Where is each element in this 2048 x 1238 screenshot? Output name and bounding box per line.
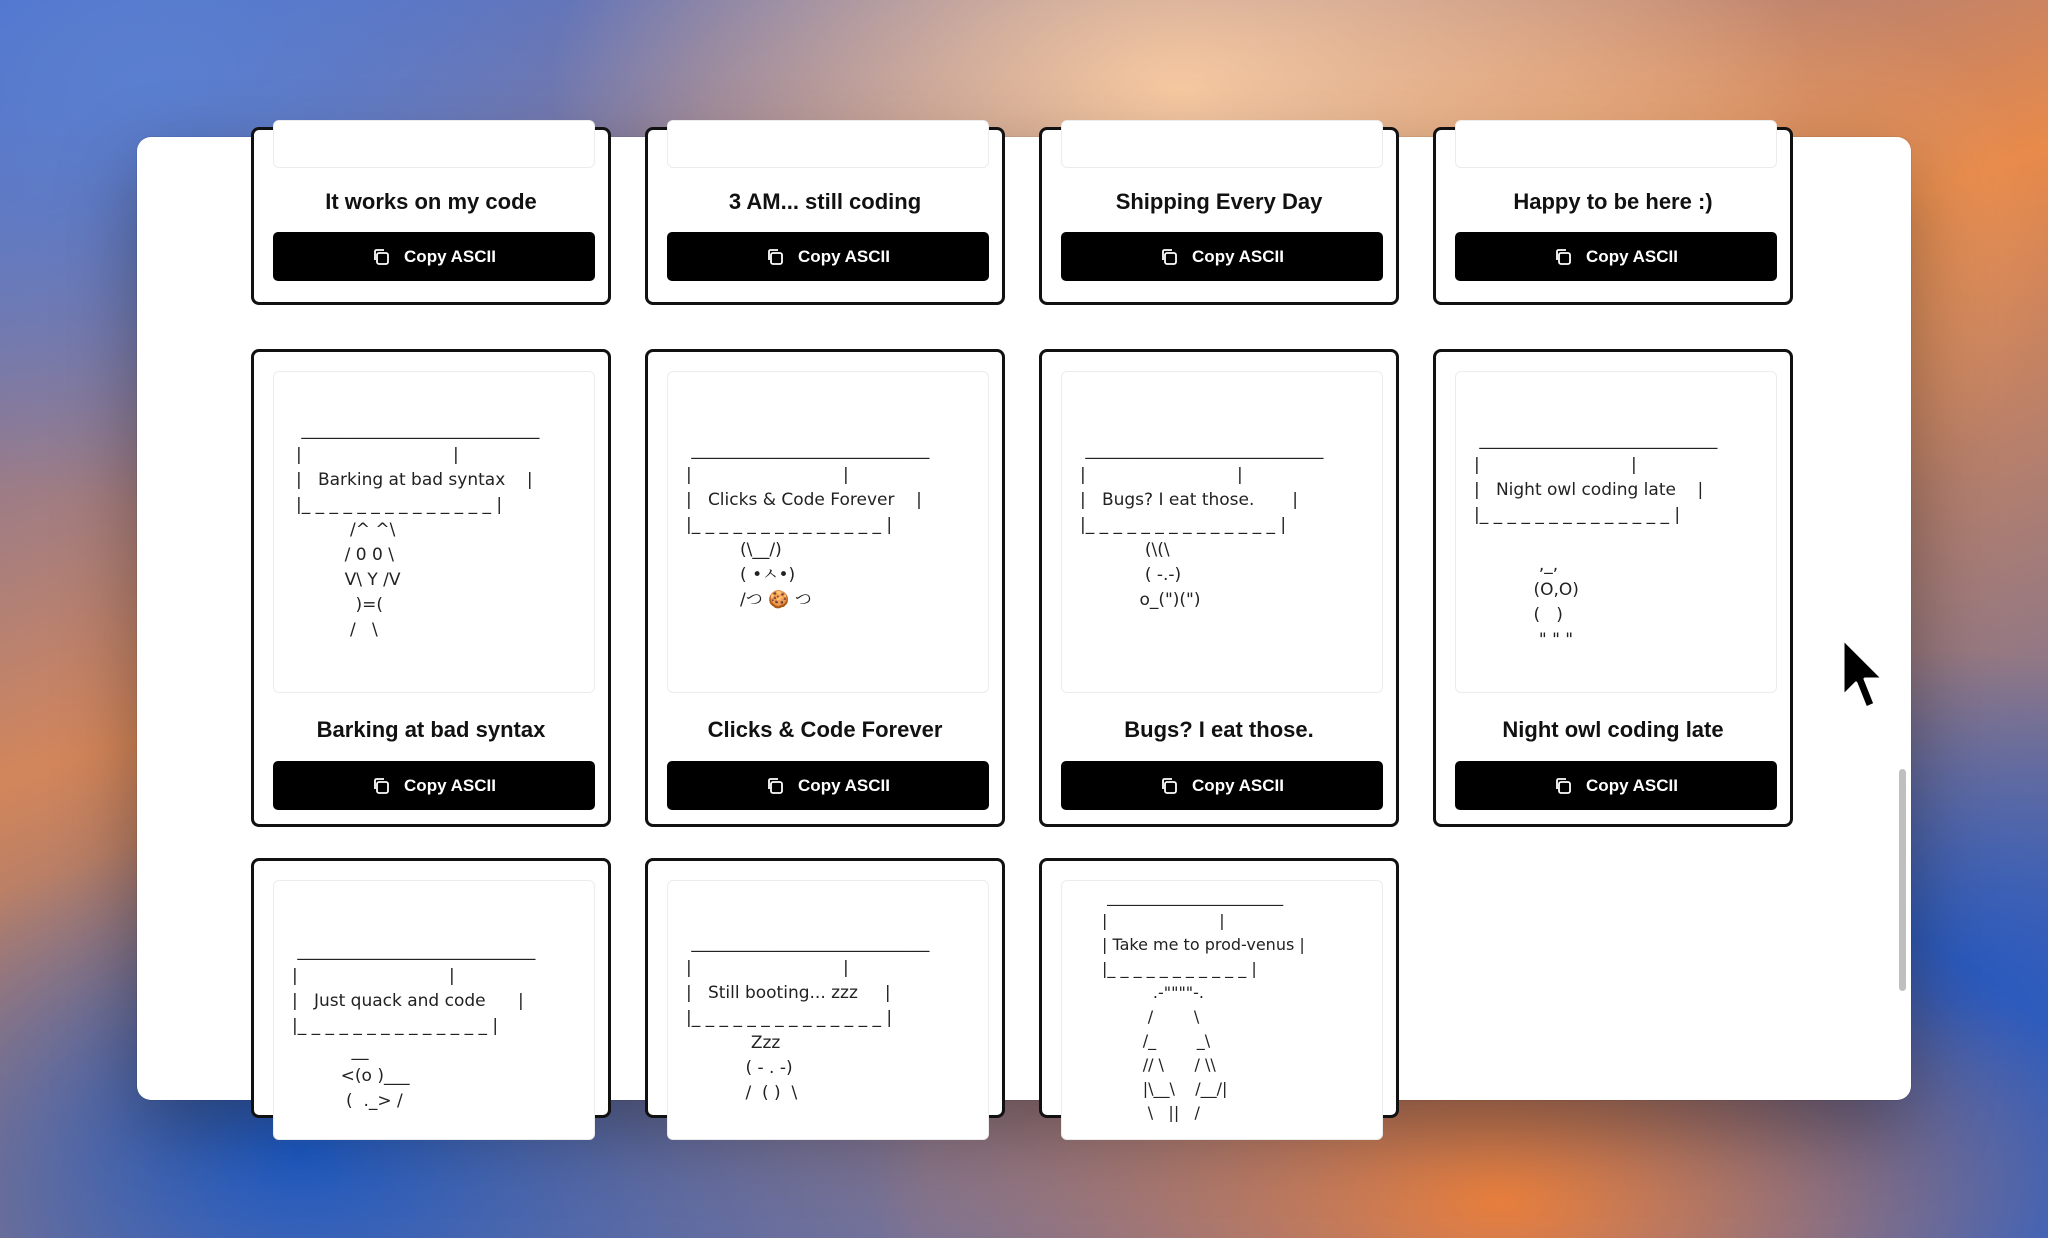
- ascii-preview: [1455, 120, 1777, 168]
- ascii-card: [645, 858, 1005, 1118]
- copy-ascii-button[interactable]: [273, 761, 595, 810]
- copy-ascii-button[interactable]: [667, 232, 989, 281]
- ascii-preview: [1061, 880, 1383, 1140]
- card-title: Happy to be here :): [1513, 189, 1713, 214]
- copy-label: Copy ASCII: [1586, 246, 1678, 266]
- ascii-art: ____________________________ | | | Night owl coding late | |_ _ _ _ _ _ _ _ _ _ _ _ _ _ | ,_, (O,O) ( ) " " ": [1474, 430, 1718, 650]
- ascii-card: [1433, 127, 1793, 305]
- copy-label: Copy ASCII: [1192, 775, 1284, 795]
- copy-ascii-button[interactable]: [273, 232, 595, 281]
- copy-label: Copy ASCII: [1586, 775, 1678, 795]
- ascii-card: [251, 349, 611, 827]
- ascii-preview: [1061, 371, 1383, 693]
- ascii-preview: [1061, 120, 1383, 168]
- ascii-art: ____________________________ | | | Clicks & Code Forever | |_ _ _ _ _ _ _ _ _ _ _ _ _ _ | (\__/) ( •ㅅ•) /つ 🍪 つ: [686, 440, 930, 610]
- copy-label: Copy ASCII: [798, 246, 890, 266]
- ascii-art: ____________________________ | | | Bugs? I eat those. | |_ _ _ _ _ _ _ _ _ _ _ _ _ _ | (\(\ ( -.-) o_(")("): [1080, 440, 1324, 610]
- ascii-card: [645, 349, 1005, 827]
- copy-icon: [1554, 777, 1572, 795]
- copy-ascii-button[interactable]: [1455, 232, 1777, 281]
- ascii-preview: [667, 880, 989, 1140]
- app-window: [137, 137, 1911, 1122]
- ascii-card: [645, 127, 1005, 305]
- ascii-card: [1433, 349, 1793, 827]
- copy-icon: [1160, 248, 1178, 266]
- copy-ascii-button[interactable]: [1061, 232, 1383, 281]
- copy-icon: [1554, 248, 1572, 266]
- ascii-card: [251, 858, 611, 1118]
- ascii-art: ______________________ | | | Take me to prod-venus | |_ _ _ _ _ _ _ _ _ _ _ | .-""""-. / \ /_ _\ // \ / \\ |\__\ /__/| \ || /: [1102, 887, 1305, 1122]
- ascii-card: [1039, 858, 1399, 1122]
- ascii-art: ____________________________ | | | Just quack and code | |_ _ _ _ _ _ _ _ _ _ _ _ _ _ | __ <(o )___ ( ._> /: [292, 941, 536, 1111]
- copy-label: Copy ASCII: [404, 775, 496, 795]
- ascii-card: [251, 127, 611, 305]
- copy-label: Copy ASCII: [404, 246, 496, 266]
- copy-icon: [372, 777, 390, 795]
- card-title: 3 AM... still coding: [728, 189, 922, 214]
- ascii-art: ____________________________ | | | Barking at bad syntax | |_ _ _ _ _ _ _ _ _ _ _ _ _ _ | /^ ^\ / 0 0 \ V\ Y /V )=( / \: [296, 420, 540, 640]
- card-title: Shipping Every Day: [1115, 189, 1323, 214]
- ascii-preview: [1455, 371, 1777, 693]
- copy-ascii-button[interactable]: [667, 761, 989, 810]
- ascii-preview: [667, 371, 989, 693]
- card-title: Night owl coding late: [1502, 717, 1724, 742]
- ascii-preview: [273, 120, 595, 168]
- copy-icon: [766, 777, 784, 795]
- card-title: Bugs? I eat those.: [1124, 717, 1314, 742]
- ascii-art: ____________________________ | | | Still booting... zzz | |_ _ _ _ _ _ _ _ _ _ _ _ _ _ | Zzz ( - . -) / ( ) \: [686, 933, 930, 1103]
- card-title: Clicks & Code Forever: [707, 717, 943, 742]
- mouse-cursor-icon: [1840, 636, 1886, 712]
- copy-icon: [372, 248, 390, 266]
- ascii-card: [1039, 127, 1399, 305]
- card-title: Barking at bad syntax: [316, 717, 546, 742]
- card-title: It works on my code: [325, 189, 537, 214]
- copy-ascii-button[interactable]: [1061, 761, 1383, 810]
- copy-label: Copy ASCII: [798, 775, 890, 795]
- ascii-card: [1039, 349, 1399, 827]
- ascii-preview: [667, 120, 989, 168]
- copy-icon: [766, 248, 784, 266]
- copy-label: Copy ASCII: [1192, 246, 1284, 266]
- ascii-preview: [273, 371, 595, 693]
- ascii-preview: [273, 880, 595, 1140]
- copy-icon: [1160, 777, 1178, 795]
- copy-ascii-button[interactable]: [1455, 761, 1777, 810]
- scrollbar-thumb[interactable]: [1899, 769, 1906, 991]
